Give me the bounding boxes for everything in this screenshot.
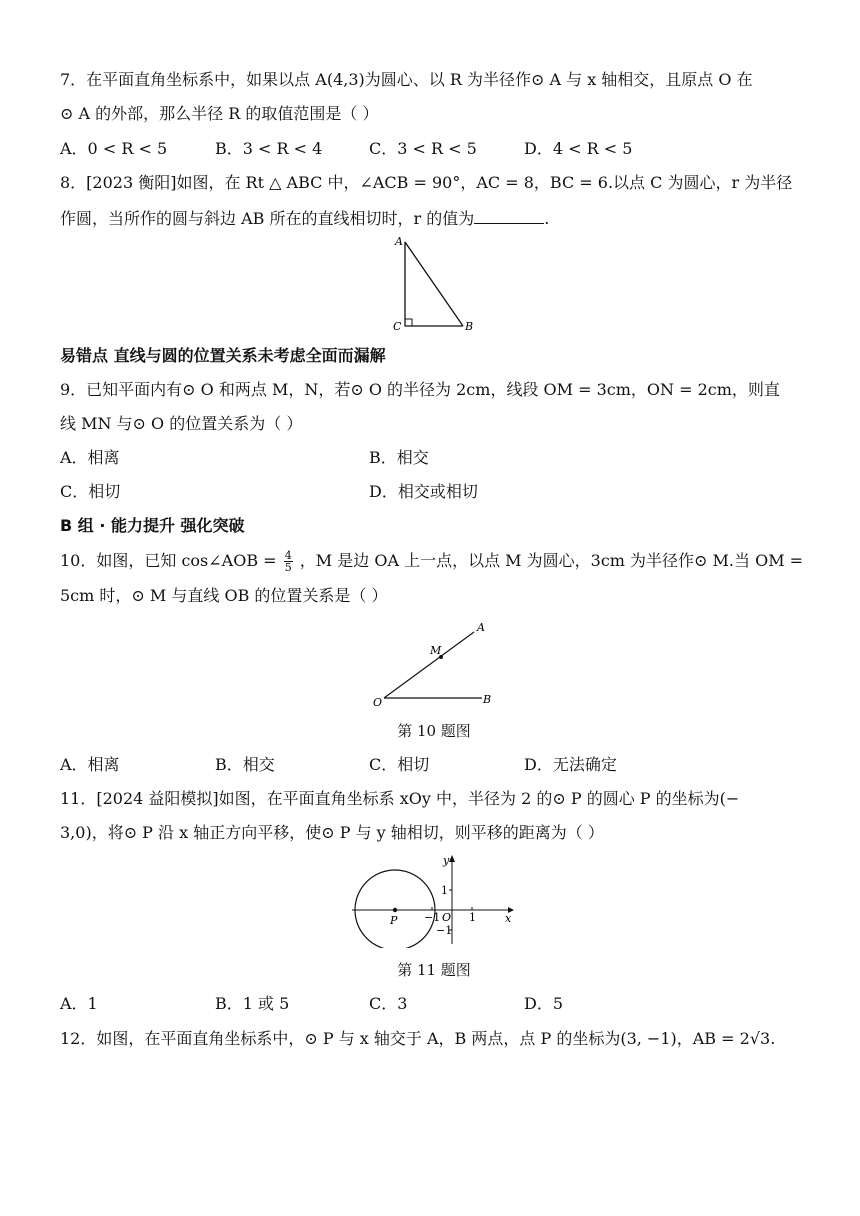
q11-label-o: O xyxy=(442,911,452,924)
q10-caption: 第 10 题图 xyxy=(397,722,471,740)
q11-option-d[interactable]: D．5 xyxy=(524,994,564,1013)
q10-line2: 5cm 时，⊙ M 与直线 OB 的位置关系是（ ） xyxy=(60,586,388,605)
q11-point-p xyxy=(393,908,397,912)
q11-label-x-1: 1 xyxy=(469,911,476,924)
q11-coordinate-figure xyxy=(348,852,518,948)
q8-side-ab xyxy=(405,242,463,326)
q10-option-d[interactable]: D．无法确定 xyxy=(524,755,617,774)
q10-option-c[interactable]: C．相切 xyxy=(369,755,430,774)
q7-option-c[interactable]: C．3 < R < 5 xyxy=(369,139,477,158)
q11-option-c[interactable]: C．3 xyxy=(369,994,408,1013)
q10-label-o: O xyxy=(373,696,383,709)
q11-line2: 3,0)，将⊙ P 沿 x 轴正方向平移，使⊙ P 与 y 轴相切，则平移的距离为（ ） xyxy=(60,823,604,842)
q10-fraction-numerator: 4 xyxy=(284,549,292,562)
q9-option-d[interactable]: D．相交或相切 xyxy=(369,482,478,501)
q7-option-d[interactable]: D．4 < R < 5 xyxy=(524,139,633,158)
q10-fraction xyxy=(284,550,293,573)
q11-label-x-neg1: −1 xyxy=(424,911,441,924)
q8-label-c: C xyxy=(393,320,402,333)
q10-label-m: M xyxy=(430,644,442,657)
q10-angle-figure xyxy=(368,618,498,710)
q8-right-angle-mark xyxy=(405,319,412,326)
q11-caption: 第 11 题图 xyxy=(397,961,471,979)
q11-y-arrow-icon xyxy=(449,855,455,862)
q8-answer-blank[interactable] xyxy=(474,207,544,224)
q8-label-a: A xyxy=(395,235,403,248)
q10-label-b: B xyxy=(483,693,492,706)
q7-option-b[interactable]: B．3 < R < 4 xyxy=(215,139,323,158)
q8-line2 xyxy=(60,207,549,230)
q9-option-c[interactable]: C．相切 xyxy=(60,482,121,501)
q10-option-a[interactable]: A．相离 xyxy=(60,755,120,774)
q10-line1-post: ，M 是边 OA 上一点，以点 M 为圆心，3cm 为半径作⊙ M.当 OM = xyxy=(299,551,804,570)
q9-line2: 线 MN 与⊙ O 的位置关系为（ ） xyxy=(60,414,303,433)
q8-label-b: B xyxy=(465,320,474,333)
q7-line2: ⊙ A 的外部，那么半径 R 的取值范围是（ ） xyxy=(60,104,379,123)
q7-line1: 7．在平面直角坐标系中，如果以点 A(4,3)为圆心、以 R 为半径作⊙ A 与 x 轴相交，且原点 O 在 xyxy=(60,70,753,89)
section-error-prone-heading: 易错点 直线与圆的位置关系未考虑全面而漏解 xyxy=(60,346,386,365)
q10-label-a: A xyxy=(477,621,485,634)
q12-line1: 12．如图，在平面直角坐标系中，⊙ P 与 x 轴交于 A，B 两点，点 P 的坐标为(3, −1)，AB = 2√3. xyxy=(60,1029,776,1048)
q11-label-p: P xyxy=(390,914,398,927)
q8-line2-text: 作圆，当所作的圆与斜边 AB 所在的直线相切时，r 的值为 xyxy=(60,209,475,228)
q9-option-a[interactable]: A．相离 xyxy=(60,448,120,467)
q11-label-y: y xyxy=(443,854,450,867)
q11-label-y-1: 1 xyxy=(441,884,448,897)
q9-line1: 9．已知平面内有⊙ O 和两点 M，N，若⊙ O 的半径为 2cm，线段 OM = 3cm，ON = 2cm，则直 xyxy=(60,380,780,399)
q11-option-a[interactable]: A．1 xyxy=(60,994,98,1013)
q11-line1: 11．[2024 益阳模拟]如图，在平面直角坐标系 xOy 中，半径为 2 的⊙ P 的圆心 P 的坐标为(− xyxy=(60,789,740,808)
q11-label-x: x xyxy=(505,912,512,925)
q10-line1 xyxy=(60,550,803,573)
q8-line1: 8．[2023 衡阳]如图，在 Rt △ ABC 中，∠ACB = 90°，AC = 8，BC = 6.以点 C 为圆心，r 为半径 xyxy=(60,173,793,192)
q10-line1-pre: 10．如图，已知 cos∠AOB = xyxy=(60,551,277,570)
q10-fraction-denominator: 5 xyxy=(284,561,292,574)
q8-triangle-figure xyxy=(385,234,485,338)
section-b-heading: B 组 · 能力提升 强化突破 xyxy=(60,516,245,535)
q8-line2-end: . xyxy=(544,209,550,228)
q10-ray-oa xyxy=(384,632,474,698)
q10-option-b[interactable]: B．相交 xyxy=(215,755,275,774)
q7-option-a[interactable]: A．0 < R < 5 xyxy=(60,139,168,158)
q11-label-y-neg1: −1 xyxy=(436,924,453,937)
q11-option-b[interactable]: B．1 或 5 xyxy=(215,994,290,1013)
q9-option-b[interactable]: B．相交 xyxy=(369,448,429,467)
